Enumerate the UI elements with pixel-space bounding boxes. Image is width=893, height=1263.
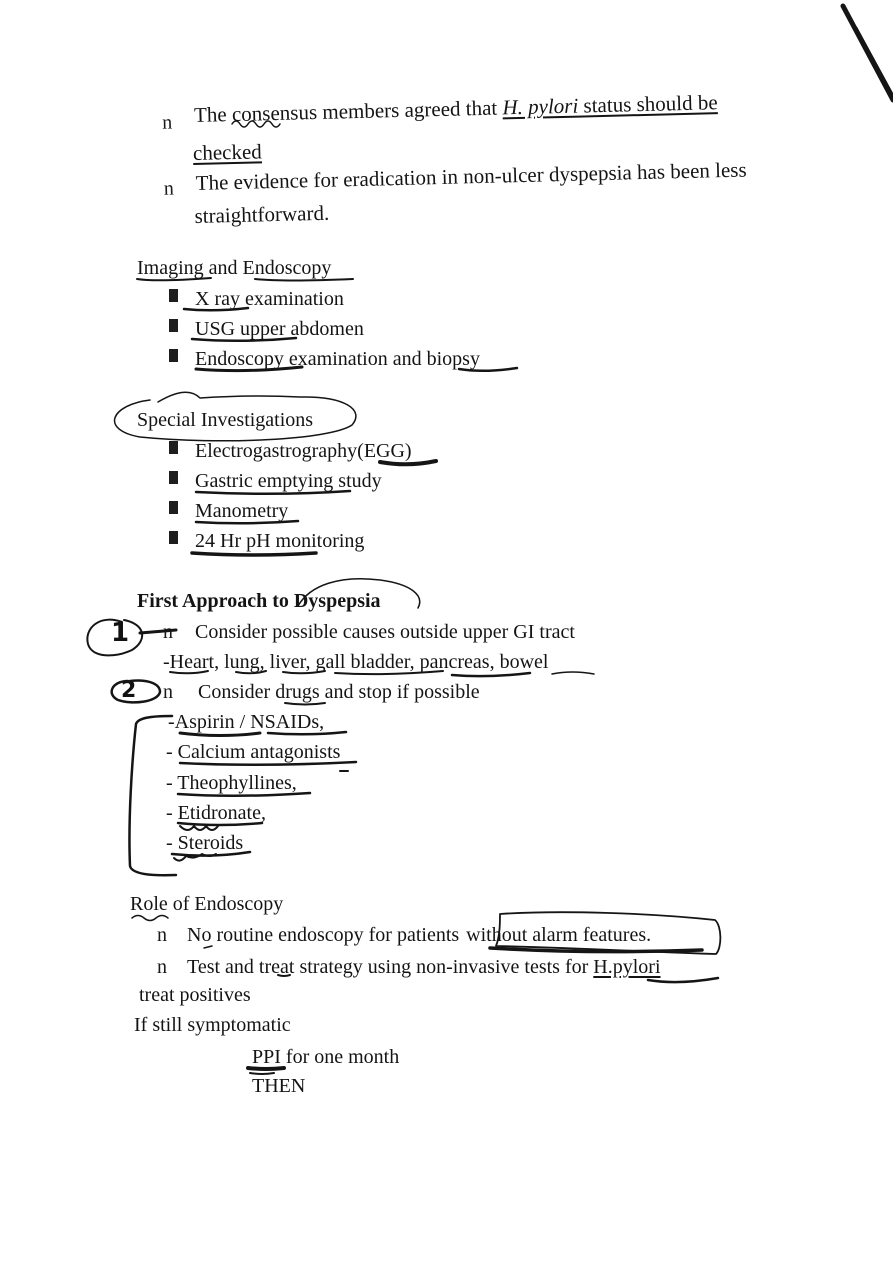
bullet-square-icon <box>169 349 178 362</box>
ppi-line: PPI for one month <box>252 1046 400 1068</box>
imaging-item: X ray examination <box>195 288 344 310</box>
pen-scribble <box>180 826 218 830</box>
special-item: Gastric emptying study <box>195 470 382 492</box>
bullet-square-icon <box>169 441 178 454</box>
bullet-marker: n <box>163 621 173 643</box>
then-line: THEN <box>252 1075 306 1097</box>
handwritten-number-2: 2 <box>121 678 137 703</box>
evidence-text: The evidence for eradication in non-ulcer dyspepsia has been less <box>195 157 747 195</box>
handwritten-number-1: 1 <box>111 618 130 648</box>
bullet-marker: n <box>163 177 175 200</box>
pen-underline <box>490 948 702 952</box>
bullet-square-icon <box>169 319 178 332</box>
role-b2: Test and treat strategy using non-invasive tests for H.pylori <box>187 956 661 978</box>
special-heading: Special Investigations <box>137 409 314 431</box>
checked-text: checked <box>192 139 263 166</box>
bullet-marker: n <box>161 111 173 134</box>
drug-item: - Calcium antagonists <box>166 741 341 763</box>
bullet-square-icon <box>169 289 178 302</box>
first-approach-heading: First Approach to Dyspepsia <box>137 590 381 612</box>
bullet-square-icon <box>169 501 178 514</box>
imaging-item: Endoscopy examination and biopsy <box>195 348 480 370</box>
pen-underline <box>552 672 594 674</box>
bullet-square-icon <box>169 471 178 484</box>
special-item: 24 Hr pH monitoring <box>195 530 365 552</box>
treat-positives: treat positives <box>139 984 251 1006</box>
drug-item: - Steroids <box>166 832 244 854</box>
pen-underline <box>192 553 316 555</box>
bullet-marker: n <box>157 956 167 978</box>
imaging-item: USG upper abdomen <box>195 318 364 340</box>
h-pylori-term: H.pylori <box>593 956 661 978</box>
role-b1: No routine endoscopy for patients without alarm features. <box>187 924 652 946</box>
drug-item: -Aspirin / NSAIDs, <box>168 711 325 733</box>
evidence-text-cont: straightforward. <box>194 200 330 228</box>
bullet-square-icon <box>169 531 178 544</box>
imaging-heading: Imaging and Endoscopy <box>137 257 332 279</box>
h-pylori-term: H. pylori <box>502 93 579 120</box>
role-heading: Role of Endoscopy <box>130 893 284 915</box>
special-item: Electrogastrography(EGG) <box>195 440 412 462</box>
step2-text: Consider drugs and stop if possible <box>198 681 480 703</box>
still-symptomatic: If still symptomatic <box>134 1014 291 1036</box>
step1-text: Consider possible causes outside upper GI tract <box>195 621 575 643</box>
wavy-underline <box>132 916 168 921</box>
bullet-marker: n <box>157 924 167 946</box>
drug-item: - Etidronate, <box>166 802 266 824</box>
alarm-features-text: without alarm features. <box>466 924 652 946</box>
step1-detail: -Heart, lung, liver, gall bladder, pancreas, bowel <box>163 651 549 673</box>
drug-item: - Theophyllines, <box>166 772 297 794</box>
consensus-text: The consensus members agreed that H. pylori status should be <box>193 90 718 127</box>
bullet-marker: n <box>163 681 173 703</box>
special-item: Manometry <box>195 500 289 522</box>
hpylori-block <box>0 0 893 242</box>
